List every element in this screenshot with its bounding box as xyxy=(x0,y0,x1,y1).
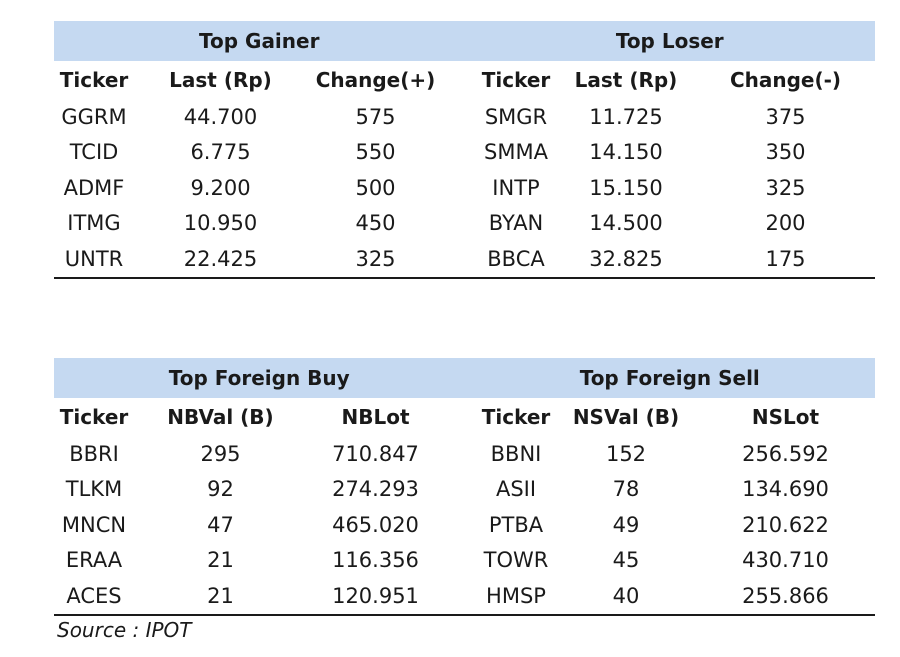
table-cell: BBCA xyxy=(487,246,545,271)
table-cell: 21 xyxy=(207,583,234,608)
table-cell: 32.825 xyxy=(589,246,663,271)
table-cell: 44.700 xyxy=(183,104,258,129)
table-cell: 152 xyxy=(605,441,647,466)
table-cell: HMSP xyxy=(486,583,546,608)
table-cell: TOWR xyxy=(483,548,549,573)
table-cell: SMGR xyxy=(484,104,548,129)
column-header: Ticker xyxy=(481,68,551,92)
column-header: Ticker xyxy=(59,405,129,429)
table-cell: ACES xyxy=(66,583,122,608)
column-header: NBVal (B) xyxy=(167,405,274,429)
table-cell: SMMA xyxy=(484,140,548,165)
top-gainer-title: Top Gainer xyxy=(199,29,320,53)
table-cell: 375 xyxy=(765,104,806,129)
foreign-title-band xyxy=(54,358,875,398)
table-row xyxy=(54,241,875,277)
table-cell: 47 xyxy=(207,512,234,537)
table-cell: 14.150 xyxy=(589,140,663,165)
table-cell: 78 xyxy=(612,477,640,502)
table-cell: BBNI xyxy=(490,441,542,466)
table-cell: 14.500 xyxy=(589,211,663,236)
table-cell: ITMG xyxy=(67,211,121,236)
table-row xyxy=(54,578,875,614)
table-bottom-rule xyxy=(54,277,875,279)
table-cell: 9.200 xyxy=(190,175,251,200)
table-cell: 550 xyxy=(355,140,396,165)
column-header: Last (Rp) xyxy=(169,68,272,92)
table-cell: 325 xyxy=(765,175,806,200)
table-cell: 210.622 xyxy=(742,512,829,537)
table-cell: 40 xyxy=(612,583,640,608)
table-bottom-rule xyxy=(54,614,875,616)
column-header: Change(-) xyxy=(729,68,842,92)
table-row xyxy=(54,170,875,206)
table-cell: INTP xyxy=(492,175,540,200)
table-cell: 256.592 xyxy=(742,441,829,466)
table-row xyxy=(54,472,875,508)
table-row xyxy=(54,543,875,579)
table-cell: 295 xyxy=(200,441,241,466)
table-cell: 6.775 xyxy=(190,140,251,165)
table-row xyxy=(54,99,875,135)
gainer-loser-header-row xyxy=(54,61,875,99)
top-foreign-sell-title: Top Foreign Sell xyxy=(579,366,760,390)
table-cell: 175 xyxy=(765,246,806,271)
table-cell: 274.293 xyxy=(332,477,419,502)
table-cell: 325 xyxy=(355,246,396,271)
column-header: NBLot xyxy=(341,405,410,429)
top-loser-title: Top Loser xyxy=(615,29,724,53)
table-cell: 430.710 xyxy=(742,548,829,573)
table-cell: 116.356 xyxy=(332,548,419,573)
table-cell: 575 xyxy=(355,104,396,129)
column-header: Last (Rp) xyxy=(574,68,678,92)
table-cell: 450 xyxy=(355,211,396,236)
table-row xyxy=(54,507,875,543)
table-cell: ASII xyxy=(495,477,537,502)
table-cell: 22.425 xyxy=(183,246,258,271)
table-cell: ADMF xyxy=(63,175,125,200)
source-note: Source : IPOT xyxy=(57,618,192,642)
gainer-loser-rows xyxy=(54,99,875,277)
table-cell: 710.847 xyxy=(332,441,419,466)
column-header: Ticker xyxy=(481,405,551,429)
table-cell: 120.951 xyxy=(332,583,419,608)
column-header: NSLot xyxy=(751,405,820,429)
table-cell: PTBA xyxy=(488,512,544,537)
table-cell: 15.150 xyxy=(589,175,663,200)
table-cell: MNCN xyxy=(61,512,127,537)
table-cell: 500 xyxy=(355,175,396,200)
table-cell: 465.020 xyxy=(332,512,419,537)
top-foreign-buy-title: Top Foreign Buy xyxy=(168,366,350,390)
table-cell: 10.950 xyxy=(183,211,258,236)
table-cell: UNTR xyxy=(64,246,124,271)
column-header: Change(+) xyxy=(315,68,436,92)
table-cell: 11.725 xyxy=(589,104,663,129)
table-cell: 200 xyxy=(765,211,806,236)
foreign-header-row xyxy=(54,398,875,436)
foreign-rows xyxy=(54,436,875,614)
table-cell: BYAN xyxy=(488,211,544,236)
column-header: Ticker xyxy=(59,68,129,92)
table-row xyxy=(54,135,875,171)
column-header: NSVal (B) xyxy=(572,405,680,429)
foreign-buy-sell-table xyxy=(54,358,875,616)
table-cell: TLKM xyxy=(65,477,123,502)
table-cell: 92 xyxy=(207,477,234,502)
table-cell: 45 xyxy=(612,548,640,573)
table-cell: 255.866 xyxy=(742,583,829,608)
table-cell: 49 xyxy=(612,512,640,537)
table-cell: 21 xyxy=(207,548,234,573)
table-cell: 134.690 xyxy=(742,477,829,502)
gainer-loser-title-band xyxy=(54,21,875,61)
table-cell: GGRM xyxy=(61,104,127,129)
table-row xyxy=(54,206,875,242)
table-cell: ERAA xyxy=(65,548,123,573)
table-cell: BBRI xyxy=(69,441,119,466)
gainer-loser-table xyxy=(54,21,875,279)
table-cell: TCID xyxy=(69,140,119,165)
table-row xyxy=(54,436,875,472)
table-cell: 350 xyxy=(765,140,806,165)
